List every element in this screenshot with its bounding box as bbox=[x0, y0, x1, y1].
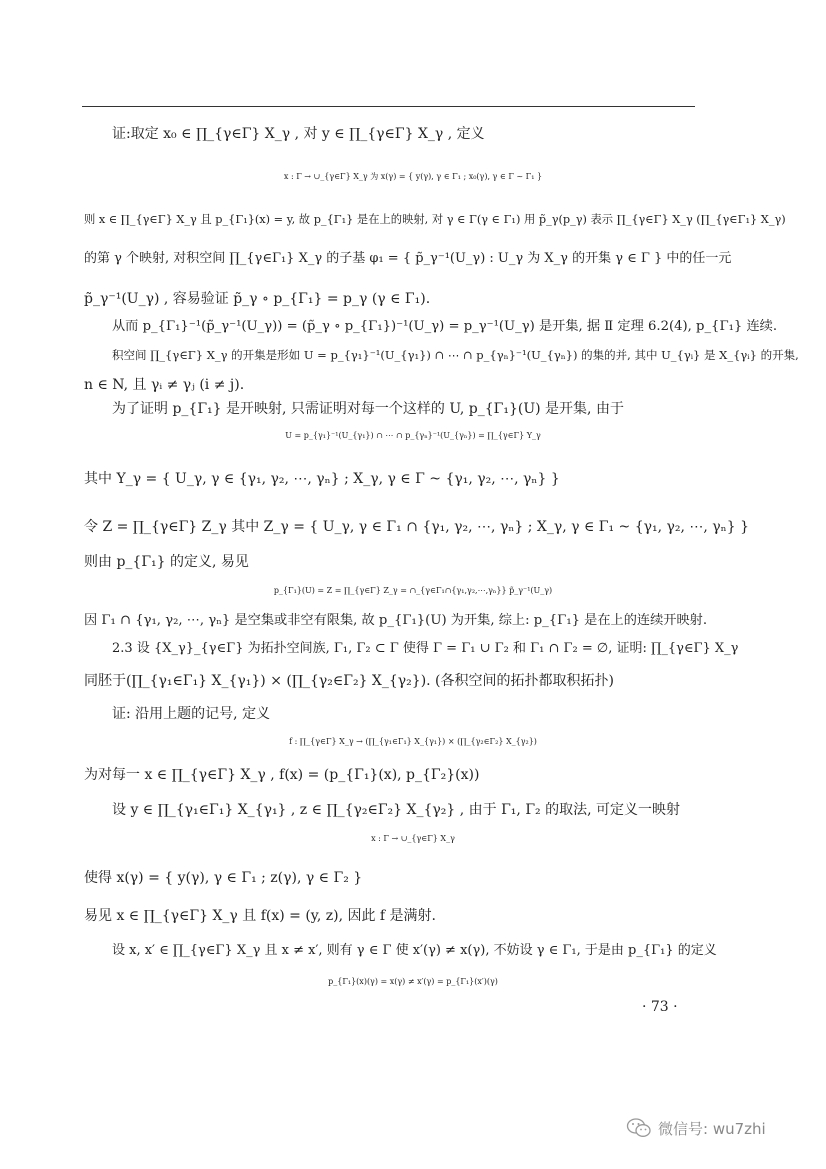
formula-line: p_{Γ₁}(U) = Z = ∏_{γ∈Γ} Z_γ = ∩_{γ∈Γ₁∩{γ₁,γ₂,⋯,γₙ}} p̃_γ⁻¹(U_γ) bbox=[273, 586, 553, 595]
text-line: p̃_γ⁻¹(U_γ) , 容易验证 p̃_γ ∘ p_{Γ₁} = p_γ (γ ∈ Γ₁). bbox=[84, 291, 431, 307]
watermark bbox=[626, 1117, 766, 1139]
watermark-text: 微信号: wu7zhi bbox=[658, 1119, 766, 1138]
exercise-2-3: 2.3 设 {X_γ}_{γ∈Γ} 为拓扑空间族, Γ₁, Γ₂ ⊂ Γ 使得 Γ = Γ₁ ∪ Γ₂ 和 Γ₁ ∩ Γ₂ = ∅, 证明: ∏_{γ∈Γ} X_γ bbox=[112, 641, 739, 656]
text-line: 其中 Y_γ = { U_γ, γ ∈ {γ₁, γ₂, ⋯, γₙ} ; X_γ, γ ∈ Γ ~ {γ₁, γ₂, ⋯, γₙ} } bbox=[84, 471, 560, 487]
formula-line: f : ∏_{γ∈Γ} X_γ → (∏_{γ₁∈Γ₁} X_{γ₁}) × (∏_{γ₂∈Γ₂} X_{γ₂}) bbox=[289, 737, 537, 746]
formula-line: p_{Γ₁}(x)(γ) = x(γ) ≠ x′(γ) = p_{Γ₁}(x′)(γ) bbox=[328, 977, 498, 986]
page-number: · 73 · bbox=[642, 999, 678, 1015]
text-line: 积空间 ∏_{γ∈Γ} X_γ 的开集是形如 U = p_{γ₁}⁻¹(U_{γ₁}) ∩ ⋯ ∩ p_{γₙ}⁻¹(U_{γₙ}) 的集的并, 其中 U_{γᵢ} 是 X_{γᵢ} 的开集, bbox=[112, 348, 799, 362]
formula-line: x : Γ → ∪_{γ∈Γ} X_γ 为 x(γ) = { y(γ), γ ∈ Γ₁ ; x₀(γ), γ ∈ Γ ~ Γ₁ } bbox=[283, 172, 543, 181]
text-line: 从而 p_{Γ₁}⁻¹(p̃_γ⁻¹(U_γ)) = (p̃_γ ∘ p_{Γ₁})⁻¹(U_γ) = p_γ⁻¹(U_γ) 是开集, 据 Ⅱ 定理 6.2(4), p_{Γ₁} 连续. bbox=[112, 319, 778, 334]
text-line: 证:取定 x₀ ∈ ∏_{γ∈Γ} X_γ , 对 y ∈ ∏_{γ∈Γ} X_γ , 定义 bbox=[112, 126, 485, 142]
text-line: 同胚于(∏_{γ₁∈Γ₁} X_{γ₁}) × (∏_{γ₂∈Γ₂} X_{γ₂}). (各积空间的拓扑都取积拓扑) bbox=[84, 673, 614, 689]
text-line: 为了证明 p_{Γ₁} 是开映射, 只需证明对每一个这样的 U, p_{Γ₁}(U) 是开集, 由于 bbox=[112, 401, 624, 417]
header-rule bbox=[82, 106, 695, 107]
text-line: 证: 沿用上题的记号, 定义 bbox=[112, 706, 271, 722]
text-line: 的第 γ 个映射, 对积空间 ∏_{γ∈Γ₁} X_γ 的子基 φ₁ = { p̃_γ⁻¹(U_γ) : U_γ 为 X_γ 的开集 γ ∈ Γ } 中的任一元 bbox=[84, 251, 732, 266]
text-line: 为对每一 x ∈ ∏_{γ∈Γ} X_γ , f(x) = (p_{Γ₁}(x), p_{Γ₂}(x)) bbox=[84, 767, 480, 783]
text-line: 易见 x ∈ ∏_{γ∈Γ} X_γ 且 f(x) = (y, z), 因此 f 是满射. bbox=[84, 908, 437, 924]
text-line: 因 Γ₁ ∩ {γ₁, γ₂, ⋯, γₙ} 是空集或非空有限集, 故 p_{Γ₁}(U) 为开集, 综上: p_{Γ₁} 是在上的连续开映射. bbox=[84, 613, 708, 628]
text-line: 则由 p_{Γ₁} 的定义, 易见 bbox=[84, 554, 249, 570]
text-line: 令 Z = ∏_{γ∈Γ} Z_γ 其中 Z_γ = { U_γ, γ ∈ Γ₁ ∩ {γ₁, γ₂, ⋯, γₙ} ; X_γ, γ ∈ Γ₁ ~ {γ₁, γ₂, ⋯, γₙ} } bbox=[84, 519, 749, 535]
wechat-icon bbox=[626, 1117, 652, 1139]
formula-line: U = p_{γ₁}⁻¹(U_{γ₁}) ∩ ⋯ ∩ p_{γₙ}⁻¹(U_{γₙ}) = ∏_{γ∈Γ} Y_γ bbox=[285, 431, 541, 440]
text-line: 设 x, x′ ∈ ∏_{γ∈Γ} X_γ 且 x ≠ x′, 则有 γ ∈ Γ 使 x′(γ) ≠ x(γ), 不妨设 γ ∈ Γ₁, 于是由 p_{Γ₁} 的定义 bbox=[112, 943, 717, 958]
text-line: n ∈ N, 且 γᵢ ≠ γⱼ (i ≠ j). bbox=[84, 377, 245, 393]
formula-line: x : Γ → ∪_{γ∈Γ} X_γ bbox=[371, 834, 455, 843]
text-line: 设 y ∈ ∏_{γ₁∈Γ₁} X_{γ₁} , z ∈ ∏_{γ₂∈Γ₂} X_{γ₂} , 由于 Γ₁, Γ₂ 的取法, 可定义一映射 bbox=[112, 802, 680, 818]
text-line: 则 x ∈ ∏_{γ∈Γ} X_γ 且 p_{Γ₁}(x) = y, 故 p_{Γ₁} 是在上的映射, 对 γ ∈ Γ(γ ∈ Γ₁) 用 p̃_γ(p_γ) 表示 ∏_{γ∈Γ} X_γ (∏_{γ∈Γ₁} X_γ) bbox=[84, 213, 786, 226]
text-line: 使得 x(γ) = { y(γ), γ ∈ Γ₁ ; z(γ), γ ∈ Γ₂ } bbox=[84, 870, 363, 886]
